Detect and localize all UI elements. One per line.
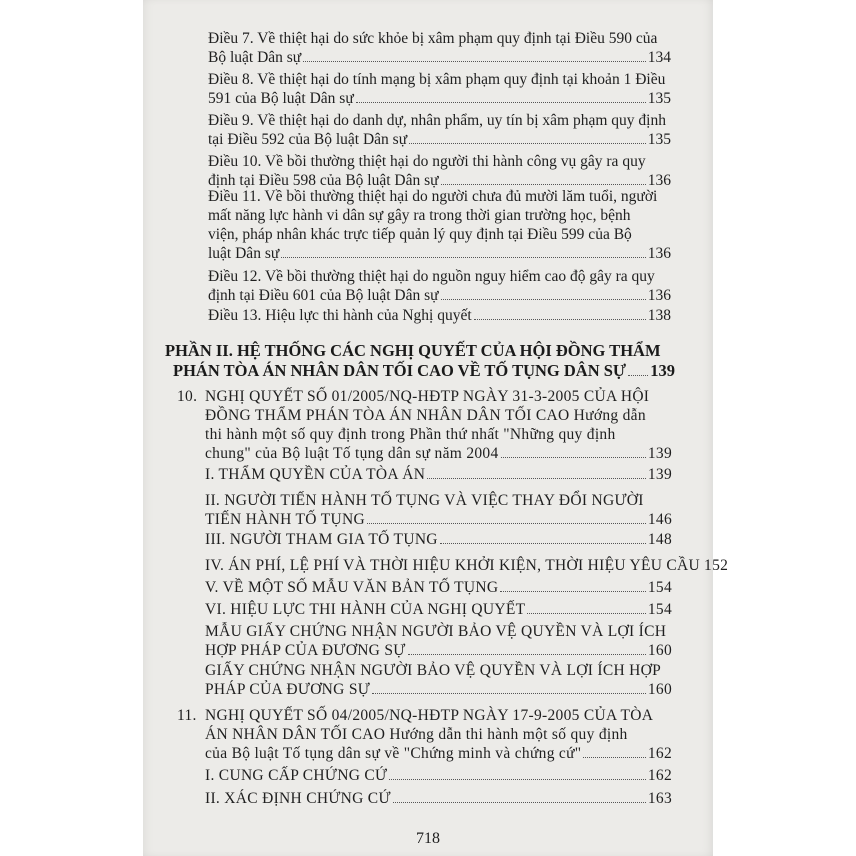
- entry-line: ÁN NHÂN DÂN TỐI CAO Hướng dẫn thi hành một số quy định: [205, 726, 628, 743]
- dot-leader: [527, 612, 645, 614]
- entry-line: định tại Điều 598 của Bộ luật Dân sự: [208, 172, 439, 189]
- toc-section: [205, 766, 672, 785]
- entry-line: NGHỊ QUYẾT SỐ 04/2005/NQ-HĐTP NGÀY 17-9-2005 CỦA TÒA: [205, 707, 654, 724]
- book-page: [143, 0, 729, 856]
- dot-leader: [441, 298, 646, 300]
- page-ref: 154: [647, 601, 672, 618]
- page-ref: 160: [647, 642, 672, 659]
- section-title: MẪU GIẤY CHỨNG NHẬN NGƯỜI BẢO VỆ QUYỀN VÀ LỢI ÍCH: [205, 623, 667, 640]
- section-title: I. CUNG CẤP CHỨNG CỨ: [205, 767, 388, 784]
- toc-section: [205, 622, 672, 660]
- entry-line: của Bộ luật Tố tụng dân sự về "Chứng minh và chứng cứ": [205, 745, 582, 762]
- dot-leader: [409, 142, 646, 144]
- dot-leader: [372, 692, 646, 694]
- page-ref: 139: [647, 445, 672, 462]
- page-ref: 136: [647, 245, 671, 262]
- entry-line: định tại Điều 601 của Bộ luật Dân sự: [208, 287, 439, 304]
- entry-line: NGHỊ QUYẾT SỐ 01/2005/NQ-HĐTP NGÀY 31-3-2005 CỦA HỘI: [205, 388, 650, 405]
- page-ref: 138: [647, 307, 671, 324]
- dot-leader: [367, 522, 646, 524]
- entry-line: Điều 12. Về bồi thường thiệt hại do nguồn nguy hiểm cao độ gây ra quy: [208, 268, 655, 285]
- entry-line: viện, pháp nhân khác trực tiếp quản lý quy định tại Điều 599 của Bộ: [208, 226, 632, 243]
- entry-number: 10.: [177, 388, 198, 405]
- toc-section: [205, 600, 672, 619]
- toc-entry-article-8: [208, 70, 671, 108]
- entry-line: thi hành một số quy định trong Phần thứ nhất "Những quy định: [205, 426, 616, 443]
- toc-entry-resolution-11: [177, 706, 672, 763]
- page-ref: 160: [647, 681, 672, 698]
- section-title: III. NGƯỜI THAM GIA TỐ TỤNG: [205, 531, 438, 548]
- section-title: II. XÁC ĐỊNH CHỨNG CỨ: [205, 790, 391, 807]
- toc-entry-article-11: [208, 187, 671, 263]
- entry-line: 591 của Bộ luật Dân sự: [208, 90, 354, 107]
- dot-leader: [303, 60, 646, 62]
- toc-entry-article-12: [208, 267, 671, 305]
- section-title: IV. ÁN PHÍ, LỆ PHÍ VÀ THỜI HIỆU KHỞI KIỆN, THỜI HIỆU YÊU CẦU: [205, 557, 701, 574]
- dot-leader: [427, 477, 646, 479]
- entry-line: luật Dân sự: [208, 245, 280, 262]
- dot-leader: [628, 374, 648, 376]
- entry-line: mất năng lực hành vi dân sự gây ra trong thời gian trường học, bệnh: [208, 207, 631, 224]
- section-title: GIẤY CHỨNG NHẬN NGƯỜI BẢO VỆ QUYỀN VÀ LỢI ÍCH HỢP: [205, 662, 662, 679]
- part-heading-line: PHÁN TÒA ÁN NHÂN DÂN TỐI CAO VỀ TỐ TỤNG DÂN SỰ: [173, 361, 627, 380]
- section-title: TIẾN HÀNH TỐ TỤNG: [205, 511, 365, 528]
- entry-line: Điều 8. Về thiệt hại do tính mạng bị xâm phạm quy định tại khoản 1 Điều: [208, 71, 666, 88]
- toc-entry-article-13: [208, 306, 671, 325]
- toc-section: [205, 789, 672, 808]
- page-ref: 134: [647, 49, 671, 66]
- section-title: HỢP PHÁP CỦA ĐƯƠNG SỰ: [205, 642, 406, 659]
- toc-section: [205, 491, 672, 529]
- page-number: 718: [416, 830, 440, 847]
- page-ref: 135: [647, 131, 671, 148]
- page-ref: 163: [647, 790, 672, 807]
- entry-line: chung" của Bộ luật Tố tụng dân sự năm 2004: [205, 445, 499, 462]
- toc-section: [205, 465, 672, 484]
- entry-number: 11.: [177, 707, 197, 724]
- dot-leader: [583, 756, 645, 758]
- section-title: VI. HIỆU LỰC THI HÀNH CỦA NGHỊ QUYẾT: [205, 601, 526, 618]
- dot-leader: [474, 318, 646, 320]
- entry-line: ĐỒNG THẨM PHÁN TÒA ÁN NHÂN DÂN TỐI CAO Hướng dẫn: [205, 407, 646, 424]
- page-ref: 154: [647, 579, 672, 596]
- dot-leader: [501, 456, 646, 458]
- page-ref: 146: [647, 511, 672, 528]
- section-title: II. NGƯỜI TIẾN HÀNH TỐ TỤNG VÀ VIỆC THAY ĐỔI NGƯỜI: [205, 492, 644, 509]
- page-ref: 139: [647, 466, 672, 483]
- part-heading-line: PHẦN II. HỆ THỐNG CÁC NGHỊ QUYẾT CỦA HỘI ĐỒNG THẨM: [165, 341, 661, 360]
- dot-leader: [440, 542, 646, 544]
- dot-leader: [356, 101, 646, 103]
- entry-line: Bộ luật Dân sự: [208, 49, 302, 66]
- toc-section: [205, 578, 672, 597]
- dot-leader: [281, 256, 646, 258]
- page-ref: 152: [704, 557, 729, 574]
- entry-line: Điều 13. Hiệu lực thi hành của Nghị quyết: [208, 307, 472, 324]
- dot-leader: [441, 183, 646, 185]
- section-title: I. THẨM QUYỀN CỦA TÒA ÁN: [205, 466, 426, 483]
- dot-leader: [500, 590, 645, 592]
- section-title: PHÁP CỦA ĐƯƠNG SỰ: [205, 681, 371, 698]
- page-ref: 162: [647, 745, 672, 762]
- toc-entry-article-9: [208, 111, 671, 149]
- part-heading: [165, 341, 675, 381]
- toc-entry-article-10: [208, 152, 671, 190]
- entry-line: Điều 11. Về bồi thường thiệt hại do người chưa đủ mười lăm tuổi, người: [208, 188, 658, 205]
- entry-line: Điều 10. Về bồi thường thiệt hại do người thi hành công vụ gây ra quy: [208, 153, 646, 170]
- page-ref: 148: [647, 531, 672, 548]
- entry-line: Điều 7. Về thiệt hại do sức khỏe bị xâm phạm quy định tại Điều 590 của: [208, 30, 658, 47]
- page-ref: 135: [647, 90, 671, 107]
- entry-line: tại Điều 592 của Bộ luật Dân sự: [208, 131, 408, 148]
- toc-section: [205, 530, 672, 549]
- toc-entry-resolution-10: [177, 387, 672, 463]
- page-ref: 139: [650, 361, 675, 380]
- page-ref: 162: [647, 767, 672, 784]
- dot-leader: [408, 653, 646, 655]
- dot-leader: [389, 778, 646, 780]
- page-ref: 136: [647, 287, 671, 304]
- dot-leader: [393, 801, 646, 803]
- page-ref: 136: [647, 172, 671, 189]
- section-title: V. VỀ MỘT SỐ MẪU VĂN BẢN TỐ TỤNG: [205, 579, 499, 596]
- toc-entry-article-7: [208, 29, 671, 67]
- toc-section: [205, 661, 672, 699]
- toc-section: [205, 556, 729, 575]
- entry-line: Điều 9. Về thiệt hại do danh dự, nhân phẩm, uy tín bị xâm phạm quy định: [208, 112, 666, 129]
